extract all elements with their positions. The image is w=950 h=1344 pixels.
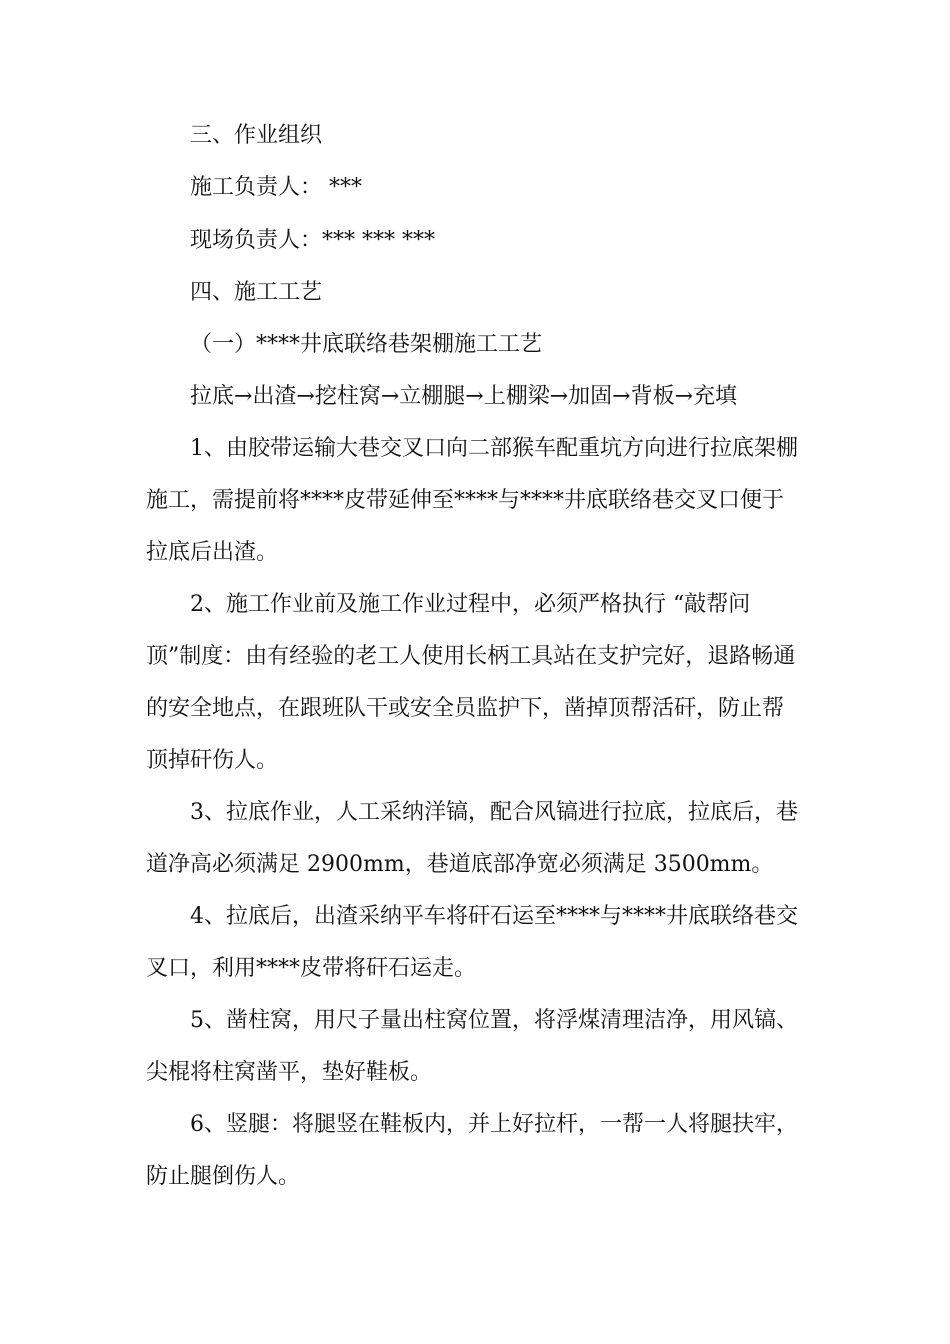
paragraph-line: 尖棍将柱窝凿平，垫好鞋板。 [146, 1060, 433, 1085]
site-lead-line: 现场负责人：*** *** *** [190, 228, 435, 253]
subsection-heading: （一）****井底联络巷架棚施工工艺 [190, 332, 543, 357]
paragraph-line: 2、施工作业前及施工作业过程中，必须严格执行 “敲帮问 [190, 592, 751, 617]
section-heading-organization: 三、作业组织 [190, 123, 323, 148]
construction-lead-line: 施工负责人： *** [190, 175, 362, 200]
paragraph-line: 顶”制度：由有经验的老工人使用长柄工具站在支护完好，退路畅通 [146, 644, 796, 669]
paragraph-line: 5、凿柱窝，用尺子量出柱窝位置，将浮煤清理洁净，用风镐、 [190, 1008, 798, 1033]
paragraph-line: 道净高必须满足 2900mm，巷道底部净宽必须满足 3500mm。 [146, 852, 774, 877]
paragraph-line: 防止腿倒伤人。 [146, 1164, 301, 1189]
paragraph-line: 4、拉底后，出渣采纳平车将矸石运至****与****井底联络巷交 [190, 904, 798, 929]
paragraph-line: 顶掉矸伤人。 [146, 748, 279, 773]
paragraph-line: 叉口，利用****皮带将矸石运走。 [146, 956, 477, 981]
paragraph-line: 6、竖腿：将腿竖在鞋板内，并上好拉杆，一帮一人将腿扶牢， [190, 1112, 798, 1137]
paragraph-line: 施工，需提前将****皮带延伸至****与****井底联络巷交叉口便于 [146, 488, 785, 513]
paragraph-line: 1、由胶带运输大巷交叉口向二部猴车配重坑方向进行拉底架棚 [190, 436, 798, 461]
paragraph-line: 3、拉底作业，人工采纳洋镐，配合风镐进行拉底，拉底后，巷 [190, 800, 798, 825]
paragraph-line: 拉底后出渣。 [146, 540, 279, 565]
process-flow-line: 拉底→出渣→挖柱窝→立棚腿→上棚梁→加固→背板→充填 [190, 384, 738, 409]
section-heading-process: 四、施工工艺 [190, 280, 323, 305]
paragraph-line: 的安全地点，在跟班队干或安全员监护下，凿掉顶帮活矸，防止帮 [146, 696, 785, 721]
